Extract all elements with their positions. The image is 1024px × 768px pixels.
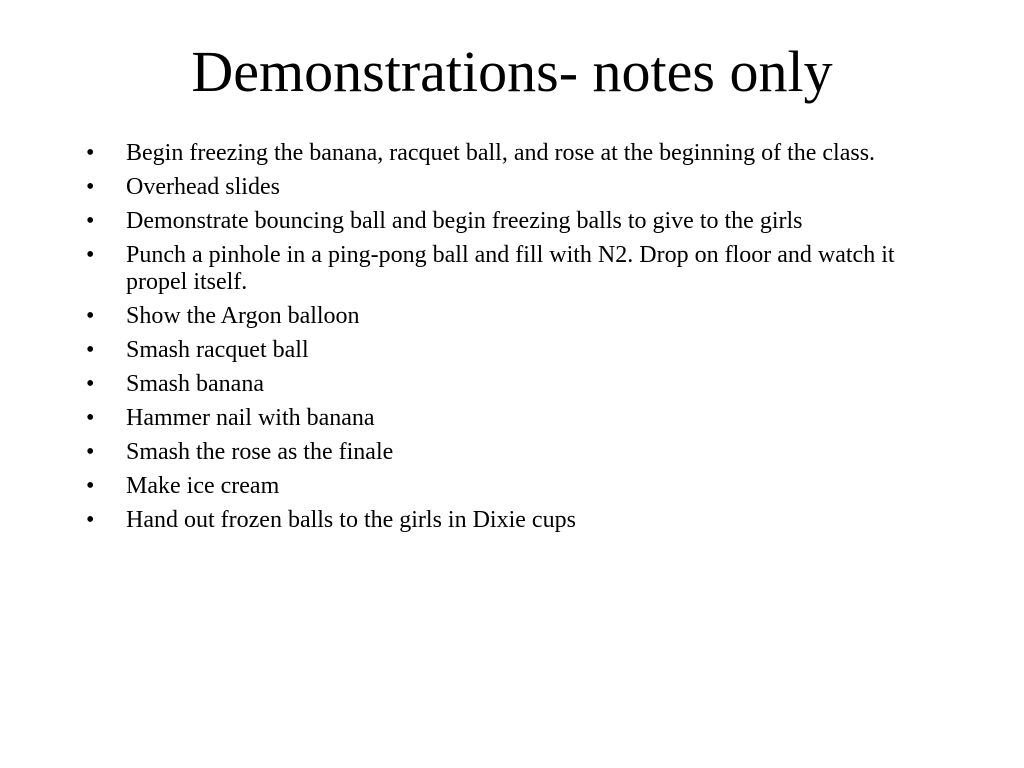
bullet-text: Make ice cream	[126, 473, 280, 499]
bullet-text: Smash the rose as the finale	[126, 439, 394, 465]
bullet-item	[86, 507, 936, 534]
bullet-dot-icon: •	[86, 208, 95, 234]
slide-title: Demonstrations- notes only	[191, 39, 833, 104]
bullet-dot-icon: •	[86, 507, 95, 533]
bullet-item	[86, 174, 936, 201]
bullet-text: Smash banana	[126, 371, 264, 397]
bullet-dot-icon: •	[86, 303, 95, 329]
bullet-item	[86, 371, 936, 398]
bullet-text: Begin freezing the banana, racquet ball, and rose at the beginning of the class.	[126, 140, 876, 166]
bullet-item	[86, 473, 936, 500]
bullet-text: Show the Argon balloon	[126, 303, 360, 329]
bullet-dot-icon: •	[86, 439, 95, 465]
bullet-text: Hand out frozen balls to the girls in Dixie cups	[126, 507, 576, 533]
bullet-item	[86, 439, 936, 466]
bullet-dot-icon: •	[86, 242, 95, 268]
bullet-text: Overhead slides	[126, 174, 280, 200]
bullet-text: Punch a pinhole in a ping-pong ball and fill with N2. Drop on floor and watch it propel itself.	[126, 242, 895, 295]
bullet-item	[86, 405, 936, 432]
bullet-dot-icon: •	[86, 473, 95, 499]
bullet-dot-icon: •	[86, 405, 95, 431]
bullet-dot-icon: •	[86, 371, 95, 397]
bullet-item	[86, 337, 936, 364]
bullet-item	[86, 140, 936, 167]
bullet-list	[86, 140, 936, 541]
bullet-text: Demonstrate bouncing ball and begin freezing balls to give to the girls	[126, 208, 803, 234]
bullet-text: Smash racquet ball	[126, 337, 309, 363]
bullet-item	[86, 208, 936, 235]
bullet-item	[86, 303, 936, 330]
bullet-dot-icon: •	[86, 337, 95, 363]
bullet-item	[86, 242, 936, 296]
bullet-dot-icon: •	[86, 174, 95, 200]
bullet-dot-icon: •	[86, 140, 95, 166]
bullet-text: Hammer nail with banana	[126, 405, 375, 431]
